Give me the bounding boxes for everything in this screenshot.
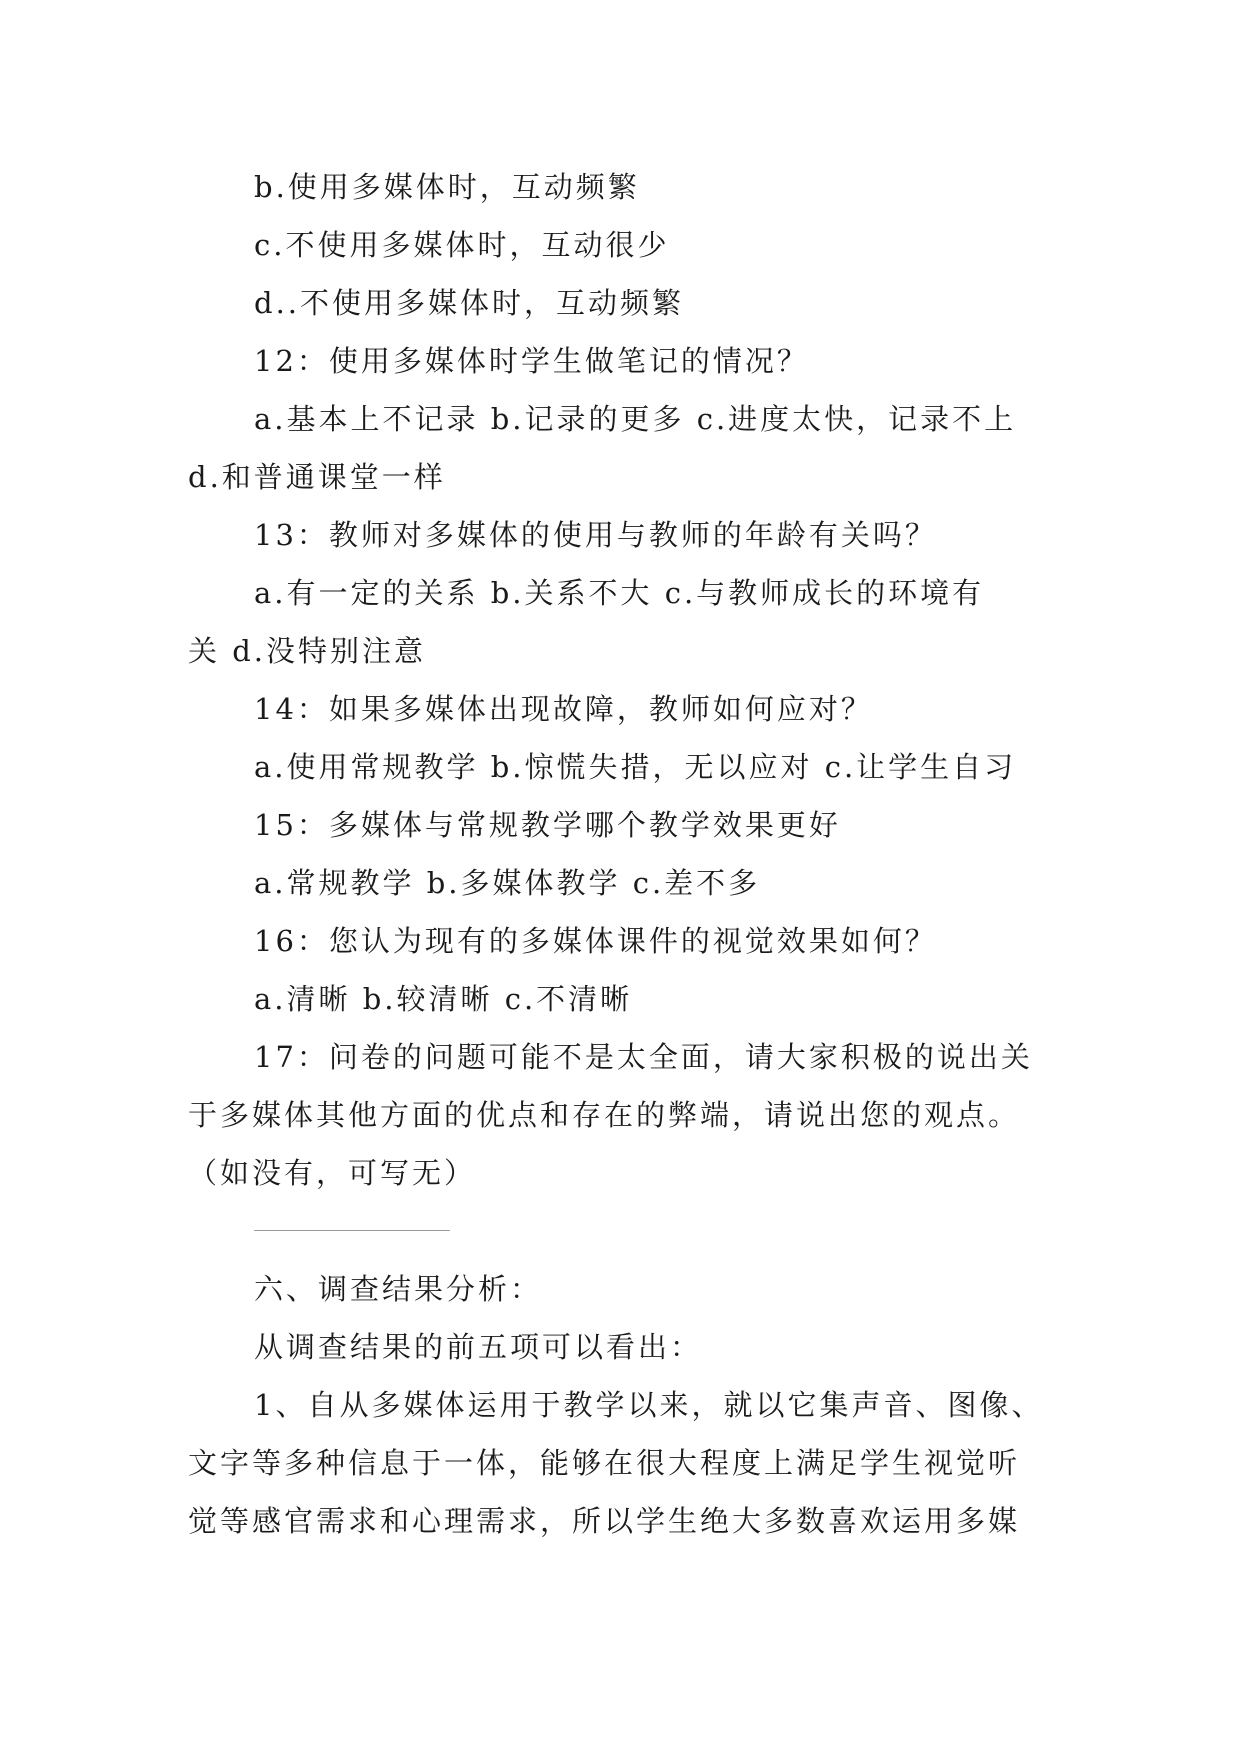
question-12: 12：使用多媒体时学生做笔记的情况？ <box>254 344 809 378</box>
question-14: 14：如果多媒体出现故障，教师如何应对？ <box>254 692 873 726</box>
analysis-paragraph-line: 1、自从多媒体运用于教学以来，就以它集声音、图像、 <box>254 1388 1044 1422</box>
question-16: 16：您认为现有的多媒体课件的视觉效果如何？ <box>254 924 937 958</box>
question-17-note: （如没有，可写无） <box>188 1156 477 1190</box>
section-heading: 六、调查结果分析： <box>254 1272 543 1306</box>
question-16-options: a.清晰 b.较清晰 c.不清晰 <box>254 982 633 1016</box>
question-17: 17：问卷的问题可能不是太全面，请大家积极的说出关 <box>254 1040 1033 1074</box>
question-13-options: a.有一定的关系 b.关系不大 c.与教师成长的环境有 <box>254 576 985 610</box>
question-15-options: a.常规教学 b.多媒体教学 c.差不多 <box>254 866 761 900</box>
question-15: 15：多媒体与常规教学哪个教学效果更好 <box>254 808 841 842</box>
analysis-paragraph-line: 文字等多种信息于一体，能够在很大程度上满足学生视觉听 <box>188 1446 1021 1480</box>
answer-blank-rule <box>254 1230 450 1231</box>
question-14-options: a.使用常规教学 b.惊慌失措，无以应对 c.让学生自习 <box>254 750 1017 784</box>
question-17-continued: 于多媒体其他方面的优点和存在的弊端，请说出您的观点。 <box>188 1098 1021 1132</box>
question-13: 13：教师对多媒体的使用与教师的年龄有关吗？ <box>254 518 937 552</box>
answer-option-line: b.使用多媒体时，互动频繁 <box>254 170 640 204</box>
answer-blank-line <box>188 1202 1068 1260</box>
question-12-options: a.基本上不记录 b.记录的更多 c.进度太快，记录不上 <box>254 402 1017 436</box>
document-body <box>188 158 1068 1550</box>
question-12-options-continued: d.和普通课堂一样 <box>188 460 446 494</box>
question-13-options-continued: 关 d.没特别注意 <box>188 634 427 668</box>
answer-option-line: c.不使用多媒体时，互动很少 <box>254 228 670 262</box>
analysis-paragraph-line: 觉等感官需求和心理需求，所以学生绝大多数喜欢运用多媒 <box>188 1504 1021 1538</box>
answer-option-line: d..不使用多媒体时，互动频繁 <box>254 286 685 320</box>
analysis-intro: 从调查结果的前五项可以看出： <box>254 1330 703 1364</box>
